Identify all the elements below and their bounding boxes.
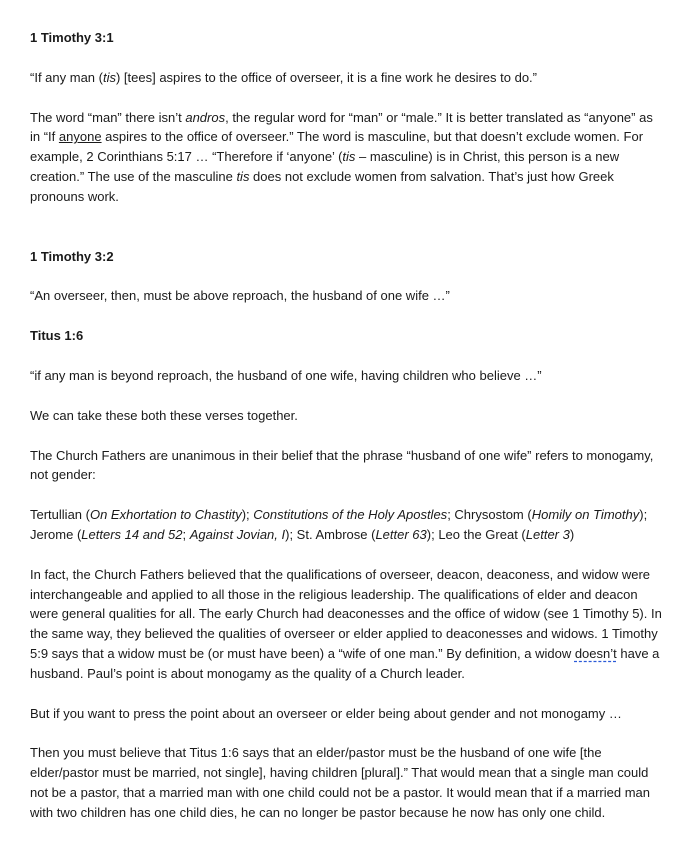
paragraph-church-fathers: The Church Fathers are unanimous in their belief that the phrase “husband of one wife” refers to monogamy, not gender: xyxy=(30,447,654,483)
paragraph-qualifications: In fact, the Church Fathers believed that the qualifications of overseer, deacon, deaconess, and widow were interchangeable and applied to all those in the religious leadership. The qualifications of elder and deacon were general qualities for all. The early Church had deaconesses and the office of widow (see 1 Timothy 5). In the same way, they believed the qualities of overseer or elder applied to deaconesses and widows. 1 Timothy 5:9 says that a widow must be (or must have been) a “wife of one man.” By definition, a widow doesn’t have a husband. Paul’s point is about monogamy as the quality of a Church leader. xyxy=(30,566,662,681)
heading-1tim-3-1: 1 Timothy 3:1 xyxy=(30,30,114,45)
heading-titus-1-6: Titus 1:6 xyxy=(30,328,84,344)
quote-1tim-3-1: “If any man (tis) [tees] aspires to the office of overseer, it is a fine work he desires to do.” xyxy=(30,69,537,85)
paragraph-press-point: But if you want to press the point about an overseer or elder being about gender and not monogamy … xyxy=(30,705,622,721)
spellcheck-word: doesn’t xyxy=(574,645,617,661)
paragraph-together: We can take these both these verses together. xyxy=(30,407,298,423)
paragraph-fathers-list: Tertullian (On Exhortation to Chastity); Constitutions of the Holy Apostles; Chrysostom (Homily on Timothy); Jerome (Letters 14 and 52; Against Jovian, I); St. Ambrose (Letter 63); Leo the Great (Letter 3) xyxy=(30,507,648,542)
quote-1tim-3-2: “An overseer, then, must be above reproach, the husband of one wife …” xyxy=(30,288,450,304)
paragraph-greek-pronoun: The word “man” there isn’t andros, the regular word for “man” or “male.” It is better translated as “anyone” as in “If anyone aspires to the office of overseer.” The word is masculine, but that doesn’t exclude women. For example, 2 Corinthians 5:17 … “Therefore if ‘anyone’ (tis – masculine) is in Christ, this person is a new creation.” The use of the masculine tis does not exclude women from salvation. That’s just how Greek pronouns work. xyxy=(30,109,653,204)
quote-titus-1-6: “if any man is beyond reproach, the husband of one wife, having children who believe …” xyxy=(30,367,542,383)
heading-1tim-3-2: 1 Timothy 3:2 xyxy=(30,248,114,264)
paragraph-titus-conclusion: Then you must believe that Titus 1:6 says that an elder/pastor must be the husband of one wife [the elder/pastor must be married, not single], having children [plural].” That would mean that a single man could not be a pastor, that a married man with one child could not be a pastor. It would mean that if a married man with two children has one child dies, he can no longer be pastor because he now has only one child. xyxy=(30,745,651,820)
spacer xyxy=(30,227,664,247)
